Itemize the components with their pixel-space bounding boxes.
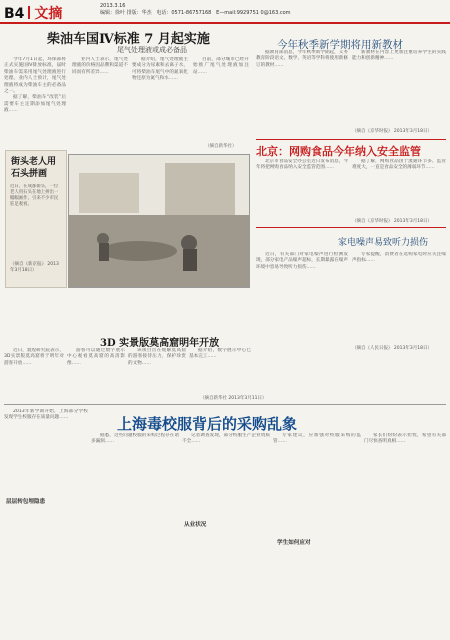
story1-source: （摘自新华社） [205,144,237,149]
masthead [0,0,450,22]
masthead-rule [0,22,450,24]
story6-text-col2: 据悉，这些问题校服的采购过程存在诸多漏洞…… [91,433,179,445]
story4-text-col1: 近日，有关部门对家电噪声进行检测发现，部分家电产品噪声超标，长期暴露在噪声环境中容易导致听力损伤…… [256,252,348,270]
story6-headline: 上海毒校服背后的采购乱象 [117,415,298,433]
street-art-photo-image [69,155,249,287]
story6-text-col3: 记者调查发现，部分校服生产企业资质不全…… [182,433,270,445]
story2-text-col2: 新教材在内容上更加注重培养学生的实践能力和创新精神…… [352,50,446,62]
story4-source: （摘自《人民日报》 2013年3月18日） [352,346,432,351]
story6-text-col1: 2013年新学期开始，上海部分学校发现学生校服存在质量问题…… [4,409,88,421]
story1-subhead: 尾气处理液或成必备品 [117,46,187,54]
story2-text-col1: 据教育部消息，今年秋季新学期起，义务教育阶段语文、数学、英语等学科将使用新修订的教材…… [256,50,348,68]
story6-text-col5: 家长们纷纷表示担忧，希望有关部门尽快查明真相…… [364,433,446,445]
story5-source: （摘自新华社 2013年3月11日） [200,396,267,401]
story5-text-col3: 该项目旨在缓解莫高窟的游客接待压力，保护珍贵的文物…… [128,348,186,366]
lower-divider [4,404,446,405]
story3-headline: 北京：网购食品今年纳入安全监管 [256,145,421,158]
story1-headline: 柴油车国Ⅳ标准 7 月起实施 [47,32,210,47]
email-line: E—mail:9929751 0@163.com [216,10,291,16]
story6-section-3: 学生如何应对 [277,540,311,546]
issue-date: 2013.3.16 [100,3,126,9]
story5-text-col2: 游客可以通过数字展示中心观看莫高窟的高清影像…… [67,348,125,366]
story6-section-2: 从业状况 [184,522,207,528]
story3-source: （摘自《京华时报》 2013年3月18日） [352,219,432,224]
story4-rule [256,227,446,228]
story1-text-col1: 今年7月1日起，环保部将正式实施国Ⅳ排放标准，届时柴油车需采用尾气处理液进行处理。业内人士预计，尾气处理液将成为柴油车主的必备品之一。 据了解，柴油车“改装”后需要车主定期添加尾气处理液…… [4,57,66,114]
story6-text-col4: 专家建议，应加强对校服采购的监管…… [273,433,361,445]
story5-text-col1: 近日，敦煌研究院表示，3D实景版莫高窟将于明年对游客开放…… [4,348,64,366]
story2-headline: 今年秋季新学期将用新教材 [277,39,403,51]
story3-text-col2: 据了解，网购食品由于流通环节多、监管难度大，一直是食品安全的薄弱环节…… [352,159,446,171]
story4-headline: 家电噪声易致听力损伤 [338,238,429,248]
story1-text-col4: 目前，部分城市已经开始推广尾气处理液加注站…… [193,57,249,75]
story3-rule [256,139,446,140]
story3-text-col1: 北京市食品安全办公室近日发布消息，今年将把网购食品纳入安全监管范围…… [256,159,348,171]
story4-text-col2: 专家提醒，消费者在选购家电时应关注噪声指标…… [352,252,446,264]
page-label [4,3,62,23]
story5-headline: 3D 实景版莫高窟明年开放 [100,338,220,349]
sidebar-title: 街头老人用石头拼画 [11,157,57,179]
story1-text-col2: 业内人士表示，尾气处理液的价格因品牌和渠道不同而有所差异…… [72,57,128,75]
street-art-photo [68,154,250,288]
story5-text-col4: 据介绍，数字展示中心已基本完工…… [189,348,251,360]
story2-source: （摘自《京华时报》 2013年3月18日） [352,129,432,134]
masthead-meta [100,3,291,17]
story6-section-1: 层层转包埋隐患 [6,499,46,505]
sidebar-caption: 近日，在成都街头，一位老人用石头在地上拼出一幅幅画作，引来不少市民驻足观看。 [10,184,59,207]
section-name: 文摘 [34,6,63,22]
masthead-divider [28,6,30,19]
page-code: B4 [4,6,25,22]
phone-line: 电话：0571-86757168 [156,10,212,16]
sidebar-credit: （摘自《新京报》 2013年3月18日） [10,262,59,273]
editor-line: 编辑：徐叶 排版：华杰 [100,10,152,16]
story1-text-col3: 据介绍，尾气处理液主要成分为尿素和去离子水，可将柴油车尾气中的氮氧化物还原为氮气和水…… [132,57,188,82]
